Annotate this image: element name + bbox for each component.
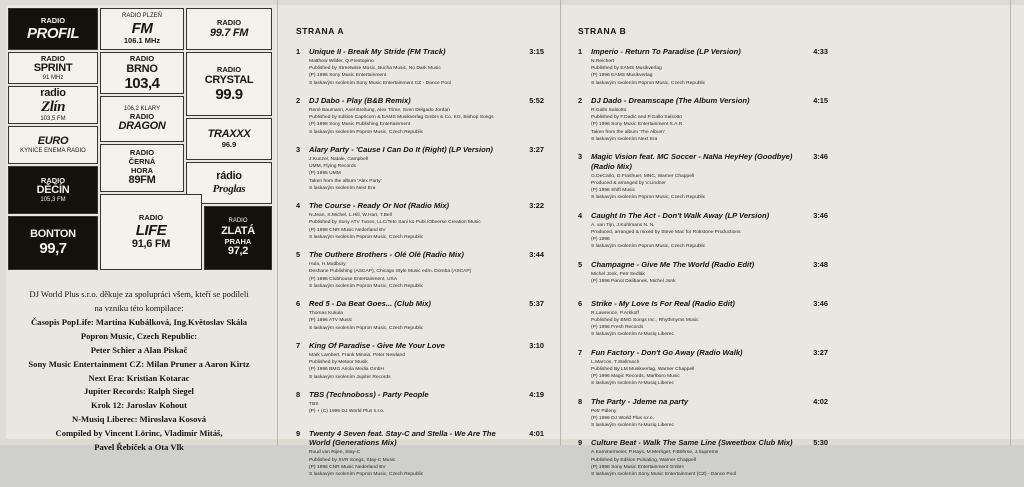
track-duration: 3:46: [813, 298, 828, 308]
track-credit: J.Kunzel, Natale, Campbell: [309, 156, 368, 162]
track-credit: (P) 1996 Magic Records, Marlboro Music: [591, 374, 680, 380]
logo-radio-sprint: RADIO SPRINT 91 MHz: [8, 52, 98, 84]
track-row: [578, 299, 828, 339]
tracklist-side-a: [296, 26, 544, 487]
card-top-edge: [0, 0, 1024, 5]
logo-radio-zlin: radio Zlín 103,5 FM: [8, 86, 98, 124]
logo-traxxx: TRAXXX 96.9: [186, 118, 272, 160]
track-credit: Thomas Kukula: [309, 311, 343, 317]
track-credit: Ruud van Rijen, Stay-C: [309, 450, 361, 456]
logo-radio-brno: RADIO BRNO 103,4: [100, 52, 184, 94]
track-credit: (P) 1996 ATV Music: [309, 318, 353, 324]
track-credit: (P) 1996 Clubhouse Entertainment, USA: [309, 276, 398, 282]
track-row: [296, 96, 544, 136]
card-left-edge: [0, 0, 6, 445]
track-credit: S laskavým svolením Popron Music, Czech Republic: [309, 129, 424, 135]
side-b-heading: STRANA B: [578, 26, 627, 36]
track-number: 6: [296, 299, 301, 309]
track-credit: S laskavým svolením Sony Music Entertainment CZ - Dance Pool: [309, 80, 451, 86]
track-credit: René Baumann, Axel Breitung, Alex Trime, Sven Delgado Jordan: [309, 107, 450, 113]
track-credit: A. van Tijn, J.Kuhlmans N. N.: [591, 222, 655, 228]
track-duration: 4:01: [529, 428, 544, 438]
credits-line: Pavel Řebíček a Ota Vlk: [94, 442, 184, 453]
track-number: 8: [578, 396, 583, 406]
logo-radio-zlata-praha: RADIO ZLATÁ PRAHA 97,2: [204, 206, 272, 270]
track-credit: Published by F.Dadic and P.Gallo Salsotto: [591, 115, 682, 121]
track-title: Strike - My Love Is For Real (Radio Edit): [591, 298, 735, 308]
track-credit: Michel Jonk, Petr Sedlák: [591, 271, 645, 277]
track-title: TBS (Technoboss) - Party People: [309, 389, 429, 399]
track-title: DJ Dado - Dreamscape (The Album Version): [591, 95, 750, 105]
track-credit: UMM, Flying Records: [309, 164, 357, 170]
track-duration: 4:15: [813, 95, 828, 105]
track-credit: S laskavým svolením Sony Music Entertainment (CZ) - Dance Pool: [591, 472, 737, 478]
credits-block: [10, 288, 268, 455]
track-row: [578, 260, 828, 290]
credits-line: Peter Schier a Alan Piskač: [90, 344, 188, 355]
track-title: Champagne - Give Me The World (Radio Edit): [591, 259, 755, 269]
track-credit: S laskavým svolením N-Musiq Liberec: [591, 423, 674, 429]
fold-line-3: [1010, 0, 1011, 445]
track-credit: S laskavým svolením N-Musiq Liberec: [591, 332, 674, 338]
track-credit: N.Reichert: [591, 58, 615, 64]
track-credit: (P) 1995 UMM: [309, 171, 341, 177]
track-row: [578, 438, 828, 478]
track-credit: (P) 1996 BMG Ariola Media GmbH: [309, 367, 385, 373]
track-credit: Published by Edition Pulsating, Warner Chappell: [591, 457, 697, 463]
credits-line: Compiled by Vincent Lörinc, Vladimír Mitáš,: [55, 428, 223, 439]
track-credit: (P) 1996 Sony Music Entertainment S.A.R.: [591, 122, 684, 128]
track-credit: Petr Páleny: [591, 408, 617, 414]
track-duration: 5:37: [529, 299, 544, 309]
track-row: [296, 299, 544, 332]
track-duration: 3:48: [813, 259, 828, 269]
track-row: [578, 47, 828, 87]
track-number: 1: [578, 47, 583, 56]
track-row: [296, 201, 544, 241]
track-credit: (P) 1996 Shift Music: [591, 188, 636, 194]
track-credit: S laskavým svolením Popron Music, Czech Republic: [309, 472, 424, 478]
track-credit: Taken from the album 'Alex Party': [309, 178, 382, 184]
credits-line: Popron Music, Czech Republic:: [80, 330, 198, 341]
logo-euro-k: EURO KYNICE ENEMA RADIO: [8, 126, 98, 164]
track-number: 7: [296, 340, 301, 350]
track-number: 2: [578, 95, 583, 105]
track-number: 9: [578, 438, 583, 448]
track-credit: (P) + (C) 1996 DJ World Plus s.r.o.: [309, 409, 385, 415]
tracklist-side-b: [578, 26, 828, 487]
logo-radio-997: RADIO 99.7 FM: [186, 8, 272, 50]
track-row: [296, 47, 544, 87]
logo-radio-cerna-hora: RADIO ČERNÁ HORA 89FM: [100, 144, 184, 192]
logo-radio-bonton: BONTON 99,7: [8, 216, 98, 270]
credits-line: Časopis PopLife: Martina Kubálková, Ing.Květoslav Skála: [30, 316, 248, 327]
track-credit: S laskavým svolením Popron Music, Czech Republic: [309, 234, 424, 240]
track-duration: 3:27: [813, 347, 828, 357]
track-credit: Published by Edition Capricorn & EAMS Musikverlag GmbH & Co. KG, Bishop Songs: [309, 115, 494, 121]
logo-radio-life: RADIO LIFE 91,6 FM: [100, 194, 202, 270]
track-credit: Deshane Publishing (ASCAP), Chicago Style Music edm. Domba (ASCAP): [309, 269, 472, 275]
track-duration: 4:33: [813, 47, 828, 56]
track-credit: Hula, H.Mudbury: [309, 262, 346, 268]
track-title: The Course - Ready Or Not (Radio Mix): [309, 201, 450, 211]
track-credit: Published by Streetwise Music, Bucha Music, No Dark Music: [309, 66, 441, 72]
track-credit: R.Gallo Salsotto: [591, 107, 627, 113]
track-credit: Produced & arranged by V.Lindner: [591, 180, 666, 186]
track-duration: 3:10: [529, 340, 544, 350]
track-row: [578, 348, 828, 388]
track-credit: Published by BMG Songs Inc., Rhythmyms Music: [591, 317, 699, 323]
track-credit: R.Lawrence, P.Arkkoff: [591, 310, 639, 316]
track-credit: Mark Lambert, Frank Minoia, Peter Newland: [309, 352, 405, 358]
track-row: [296, 429, 544, 478]
track-title: The Party - Jdeme na party: [591, 396, 689, 406]
track-credit: A.Kammermeier, P.Hays, M.Merriger, F.Böhme, J.Supreme: [591, 450, 719, 456]
track-title: Twenty 4 Seven feat. Stay-C and Stella - We Are The World (Generations Mix): [309, 428, 496, 448]
track-title: Magic Vision feat. MC Soccer - NaNa HeyHey (Goodbye) (Radio Mix): [591, 152, 793, 171]
track-row: [296, 390, 544, 420]
track-row: [578, 211, 828, 251]
track-title: The Outhere Brothers - Olé Olé (Radio Mix): [309, 250, 464, 260]
track-credit: (P) 1996 EAMS Musikverlag: [591, 73, 653, 79]
track-credit: (P) 1996 DJ World Plus s.r.o.: [591, 415, 654, 421]
track-credit: L.Marcon, T.Stellmach: [591, 359, 640, 365]
track-duration: 3:46: [813, 152, 828, 162]
track-number: 4: [578, 210, 583, 220]
track-credit: (P) 1996 Fresh Records: [591, 325, 644, 331]
track-credit: S laskavým svolením Jupiter Records: [309, 374, 391, 380]
track-credit: Published by XVR Songs, Stay-C Music: [309, 457, 396, 463]
fold-line-2: [560, 0, 561, 445]
track-title: Alary Party - 'Cause I Can Do It (Right) (LP Version): [309, 144, 493, 154]
track-credit: Taken from the album 'The Album': [591, 129, 665, 135]
logo-radio-profil: RADIO PROFIL: [8, 8, 98, 50]
radio-logo-collage: [8, 8, 270, 276]
credits-line: Next Era: Kristian Kotarac: [88, 372, 190, 383]
track-number: 5: [578, 259, 583, 269]
track-credit: (P) 1996 Panot Dalibanek, Michel Jonk: [591, 278, 676, 284]
track-row: [578, 397, 828, 430]
track-credit: Produced, arranged & mixed by Steve Mac for Rokstone Productions: [591, 229, 741, 235]
track-credit: S laskavým svolením Next Era: [309, 185, 376, 191]
track-credit: S laskavým svolením Popron Music, Czech Republic: [309, 283, 424, 289]
track-duration: 5:30: [813, 438, 828, 448]
track-credit: S laskavým svolením Popron Music, Czech Republic: [591, 244, 706, 250]
track-credit: (P) 1998 Sony Music Publishing Entertainment: [309, 122, 411, 128]
track-credit: S laskavým svolením N-Musiq Liberec: [591, 381, 674, 387]
logo-radio-decin: RADIO DĚČÍN 105,3 FM: [8, 166, 98, 214]
track-credit: (P) 1996 Sony Music Entertainment GmbH: [591, 464, 684, 470]
track-title: DJ Dabo - Play (B&B Remix): [309, 95, 411, 105]
track-credit: S laskavým svolením Popron Music, Czech Republic: [591, 80, 706, 86]
track-row: [578, 152, 828, 201]
credits-line: Krok 12: Jaroslav Kohout: [91, 400, 187, 411]
track-credit: S laskavým svolením Popron Music, Czech Republic: [309, 325, 424, 331]
track-duration: 3:15: [529, 47, 544, 56]
track-credit: (P) 1996 Sony Music Entertainment: [309, 73, 387, 79]
track-credit: S laskavým svolením Next Era: [591, 136, 658, 142]
credits-line: N-Musiq Liberec: Miroslava Kosová: [71, 414, 207, 425]
track-duration: 3:22: [529, 201, 544, 211]
track-credit: Matthew Wilder, Q.Prestopino: [309, 58, 374, 64]
track-number: 3: [296, 144, 301, 154]
credits-line: Sony Music Entertainment CZ: Milan Pruner a Aaron Kirtz: [28, 358, 250, 369]
track-title: Culture Beat - Walk The Same Line (Sweetbox Club Mix): [591, 438, 793, 448]
logo-radio-proglas: rádio Proglas: [186, 162, 272, 204]
track-number: 5: [296, 250, 301, 260]
logo-radio-dragon: 106,2 KLARY RADIO DRAGON: [100, 96, 184, 142]
track-duration: 4:19: [529, 389, 544, 399]
track-credit: (P) 1998 CNR Music Nederland BV: [309, 227, 386, 233]
track-number: 8: [296, 389, 301, 399]
track-title: Red 5 - Da Beat Goes... (Club Mix): [309, 299, 431, 309]
track-credit: (P) 1996: [591, 237, 610, 243]
track-duration: 3:44: [529, 250, 544, 260]
track-title: Caught In The Act - Don't Walk Away (LP Version): [591, 210, 770, 220]
track-title: Imperio - Return To Paradise (LP Version): [591, 47, 741, 56]
track-row: [296, 250, 544, 290]
track-number: 3: [578, 152, 583, 162]
track-number: 7: [578, 347, 583, 357]
track-credit: G.DeCarlo, D.Frashuer, MNC, Warner Chappell: [591, 173, 695, 179]
track-title: Fun Factory - Don't Go Away (Radio Walk): [591, 347, 743, 357]
track-duration: 3:46: [813, 210, 828, 220]
track-number: 6: [578, 298, 583, 308]
track-number: 2: [296, 95, 301, 105]
track-row: [578, 96, 828, 143]
logo-radio-crystal: RADIO CRYSTAL 99.9: [186, 52, 272, 116]
fold-line-1: [277, 0, 278, 445]
track-credit: TBS: [309, 401, 319, 407]
track-credit: Published by Meteor Musik: [309, 360, 368, 366]
track-number: 1: [296, 47, 301, 56]
track-credit: Published by Sony ATV Tunes, LLC/Tete Sani ko Publ./Obverse Creation Music: [309, 220, 481, 226]
track-row: [296, 341, 544, 381]
track-credit: S laskavým svolením Popron Music, Czech Republic: [591, 195, 706, 201]
track-row: [296, 145, 544, 192]
track-credit: Published by EAMS Musikverlag: [591, 66, 662, 72]
track-title: Unique II - Break My Stride (FM Track): [309, 47, 446, 56]
track-credit: (P) 1996 CNR Music Nederland BV: [309, 464, 386, 470]
logo-fm-plus: RADIO PLZEŇ FM 106.1 MHz: [100, 8, 184, 50]
track-title: King Of Paradise - Give Me Your Love: [309, 340, 445, 350]
track-credit: Published By LM Musikverlag, Warner Chappell: [591, 366, 695, 372]
track-duration: 4:02: [813, 396, 828, 406]
side-a-heading: STRANA A: [296, 26, 345, 36]
credits-line: na vzniku této kompilace:: [94, 302, 184, 313]
credits-line: Jupiter Records: Ralph Siegel: [84, 386, 194, 397]
track-credit: N.Jean, S.Michel, L.Hill, W.Hart, T.Bell: [309, 213, 392, 219]
track-duration: 3:27: [529, 144, 544, 154]
credits-line: DJ World Plus s.r.o. děkuje za spolupráci všem, kteří se podíleli: [29, 289, 249, 299]
track-duration: 5:52: [529, 95, 544, 105]
track-number: 4: [296, 201, 301, 211]
track-number: 9: [296, 428, 301, 438]
